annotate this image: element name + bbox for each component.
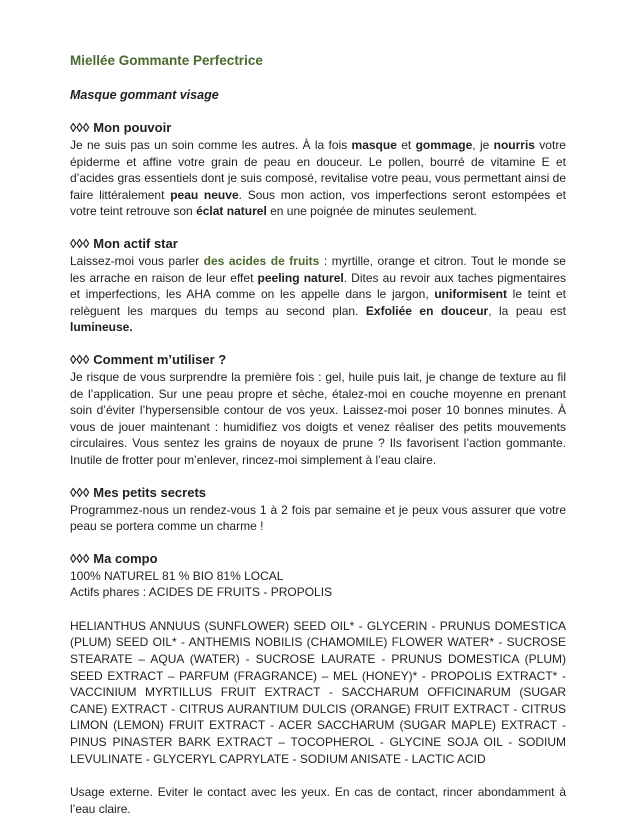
section-heading-label: Ma compo bbox=[93, 550, 158, 566]
page-title: Miellée Gommante Perfectrice bbox=[70, 53, 263, 68]
compo-actives-line: Actifs phares : ACIDES DE FRUITS - PROPOLIS bbox=[70, 585, 333, 600]
section-mon-pouvoir bbox=[70, 119, 566, 220]
section-mon-actif-star bbox=[70, 235, 566, 336]
diamonds-icon: ◊◊◊ bbox=[70, 484, 90, 500]
compo-stats-line: 100% NATUREL 81 % BIO 81% LOCAL bbox=[70, 568, 284, 583]
section-heading bbox=[70, 550, 566, 567]
section-heading-label: Mes petits secrets bbox=[93, 484, 207, 500]
section-heading-label: Mon pouvoir bbox=[93, 120, 172, 135]
ingredients-list: HELIANTHUS ANNUUS (SUNFLOWER) SEED OIL* - GLYCERIN - PRUNUS DOMESTICA (PLUM) SEED OIL* - ANTHEMIS NOBILIS (CHAMOMILE) FLOWER WATER* - SUCROSE STEARATE – AQUA (WATER) - SUCROSE LAURATE - PRUNUS DOMESTICA (PLUM) SEED EXTRACT – PARFUM (FRAGRANCE) – MEL (HONEY)* - PROPOLIS EXTRACT* - VACCINIUM MYRTILLUS FRUIT EXTRACT - SACCHARUM OFFICINARUM (SUGAR CANE) EXTRACT - CITRUS AURANTIUM DULCIS (ORANGE) FRUIT EXTRACT - CITRUS LIMON (LEMON) FRUIT EXTRACT - ACER SACCHARUM (SUGAR MAPLE) EXTRACT - PINUS PINASTER BARK EXTRACT – TOCOPHEROL - GLYCINE SOJA OIL - SODIUM LEVULINATE - GLYCERYL CAPRYLATE - SODIUM ANISATE - LACTIC ACID bbox=[70, 618, 566, 766]
usage-note: Usage externe. Eviter le contact avec les yeux. En cas de contact, rincer abondamment à l’eau claire. bbox=[70, 785, 566, 816]
diamonds-icon: ◊◊◊ bbox=[70, 550, 90, 566]
paragraph: Laissez-moi vous parler des acides de fruits : myrtille, orange et citron. Tout le monde se les arrache en raison de leur effet peeling naturel. Dites au revoir aux taches pigmentaires et imperfections, les AHA comme on les appelle dans le jargon, uniformisent le teint et relèguent les marques du temps au second plan. Exfoliée en douceur, la peau est lumineuse. bbox=[70, 253, 567, 335]
section-heading bbox=[70, 351, 566, 368]
section-ma-compo bbox=[70, 550, 566, 768]
section-heading bbox=[70, 119, 566, 136]
paragraph: Programmez-nous un rendez-vous 1 à 2 fois par semaine et je peux vous assurer que votre peau se portera comme un charme ! bbox=[70, 502, 566, 534]
section-mes-petits-secrets bbox=[70, 484, 566, 535]
section-heading bbox=[70, 235, 566, 252]
diamonds-icon: ◊◊◊ bbox=[70, 120, 90, 135]
diamonds-icon: ◊◊◊ bbox=[70, 351, 90, 367]
paragraph: Je ne suis pas un soin comme les autres. À la fois masque et gommage, je nourris votre épiderme et affine votre grain de peau en douceur. Le pollen, bourré de vitamine E et d’acides gras essentiels dont je suis composé, revitalise votre peau, vous permettant ainsi de faire littéralement peau neuve. Sous mon action, vos imperfections seront estompées et votre teint retrouve son éclat naturel en une poignée de minutes seulement. bbox=[70, 138, 567, 219]
page-subtitle: Masque gommant visage bbox=[70, 88, 219, 102]
section-heading bbox=[70, 484, 566, 501]
section-heading-label: Comment m’utiliser ? bbox=[93, 351, 227, 367]
section-comment-m-utiliser bbox=[70, 351, 566, 469]
section-heading-label: Mon actif star bbox=[93, 235, 178, 251]
paragraph: Je risque de vous surprendre la première fois : gel, huile puis lait, je change de texture au fil de l’application. Sur une peau propre et sèche, étalez-moi en couche moyenne en prenant soin d’éviter l’hypersensible contour de vos yeux. Laissez-moi poser 10 bonnes minutes. À vous de jouer maintenant : humidifiez vos doigts et venez réaliser des petits mouvements circulaires. Vous sentez les grains de noyaux de prune ? Ils favorisent l’action gommante. Inutile de frotter pour m’enlever, rincez-moi simplement à l’eau claire. bbox=[70, 369, 566, 467]
diamonds-icon: ◊◊◊ bbox=[70, 235, 90, 251]
